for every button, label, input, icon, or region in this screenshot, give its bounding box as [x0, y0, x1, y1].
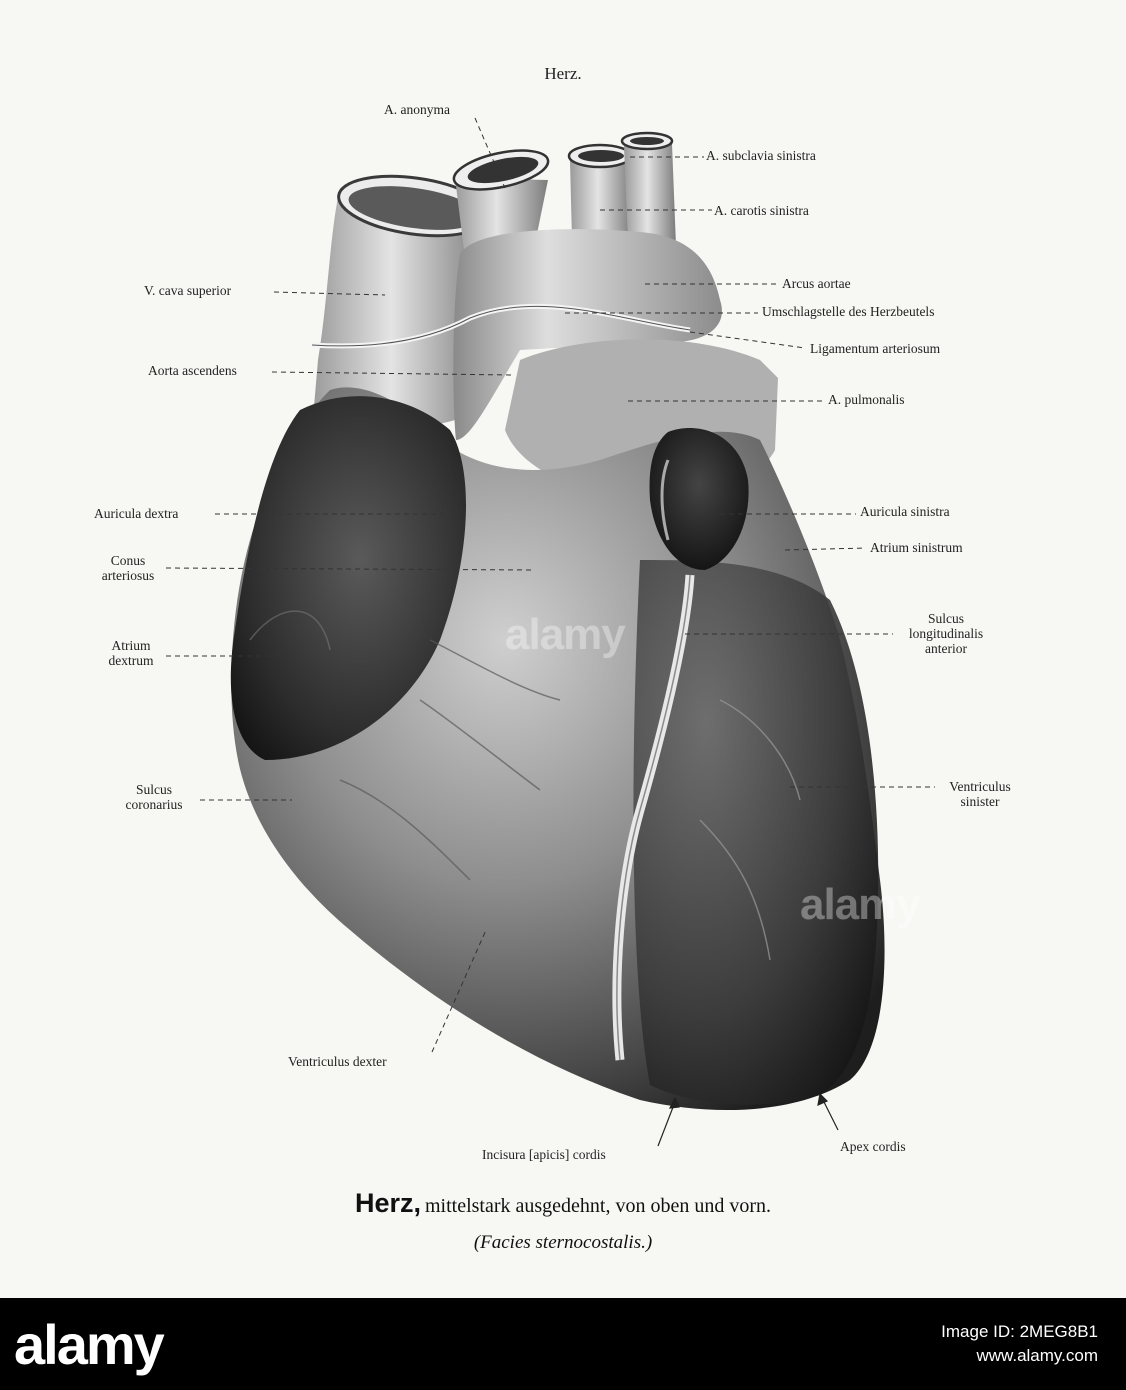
label-conus-arteriosus — [96, 553, 160, 583]
label-a-subclavia: A. subclavia sinistra — [706, 148, 816, 163]
running-head: Herz. — [544, 64, 582, 83]
label-v-cava: V. cava superior — [144, 283, 232, 298]
label-a-anonyma: A. anonyma — [384, 102, 450, 117]
subcaption: (Facies sternocostalis.) — [473, 1232, 653, 1253]
label-ventriculus-sinister — [934, 779, 1026, 809]
label-line: Sulcus — [927, 611, 964, 626]
arteria-subclavia — [624, 144, 676, 246]
label-line: Conus — [110, 553, 146, 568]
label-incisura: Incisura [apicis] cordis — [482, 1147, 606, 1162]
label-ventriculus-dexter: Ventriculus dexter — [288, 1054, 387, 1069]
label-line: sinister — [960, 794, 1000, 809]
label-auricula-dextra: Auricula dextra — [94, 506, 179, 521]
label-sulcus-coronarius — [114, 782, 194, 812]
label-line: dextrum — [108, 653, 154, 668]
label-line: longitudinalis — [908, 626, 984, 641]
footer-bar — [0, 1298, 1126, 1390]
watermark: alamy — [800, 880, 920, 929]
label-umschlagstelle: Umschlagstelle des Herzbeutels — [762, 304, 935, 319]
label-a-carotis: A. carotis sinistra — [714, 203, 809, 218]
label-atrium-sinistrum: Atrium sinistrum — [870, 540, 963, 555]
arteria-carotis — [570, 160, 632, 240]
label-ligamentum: Ligamentum arteriosum — [810, 341, 941, 356]
label-line: arteriosus — [101, 568, 155, 583]
label-line: anterior — [925, 641, 967, 656]
image-id — [941, 1320, 1098, 1368]
caption-rest: mittelstark ausgedehnt, von oben und vorn. — [424, 1195, 772, 1217]
label-line: Sulcus — [135, 782, 172, 797]
label-a-pulmonalis: A. pulmonalis — [828, 392, 905, 407]
label-line: Atrium — [111, 638, 151, 653]
label-arcus-aortae: Arcus aortae — [782, 276, 851, 291]
label-aorta-ascendens: Aorta ascendens — [148, 363, 237, 378]
label-sulcus-longitudinalis — [896, 611, 996, 656]
footer-url: www.alamy.com — [976, 1346, 1098, 1365]
label-apex: Apex cordis — [840, 1139, 906, 1154]
caption — [0, 1188, 1126, 1219]
caption-title: Herz, — [354, 1188, 421, 1218]
left-ventricle — [633, 560, 878, 1105]
watermark: alamy — [505, 610, 625, 659]
alamy-logo: alamy — [14, 1313, 163, 1376]
image-id-text: Image ID: 2MEG8B1 — [941, 1322, 1098, 1341]
label-line: Ventriculus — [949, 779, 1011, 794]
label-auricula-sinistra: Auricula sinistra — [860, 504, 950, 519]
label-atrium-dextrum — [96, 638, 166, 668]
label-line: coronarius — [125, 797, 183, 812]
